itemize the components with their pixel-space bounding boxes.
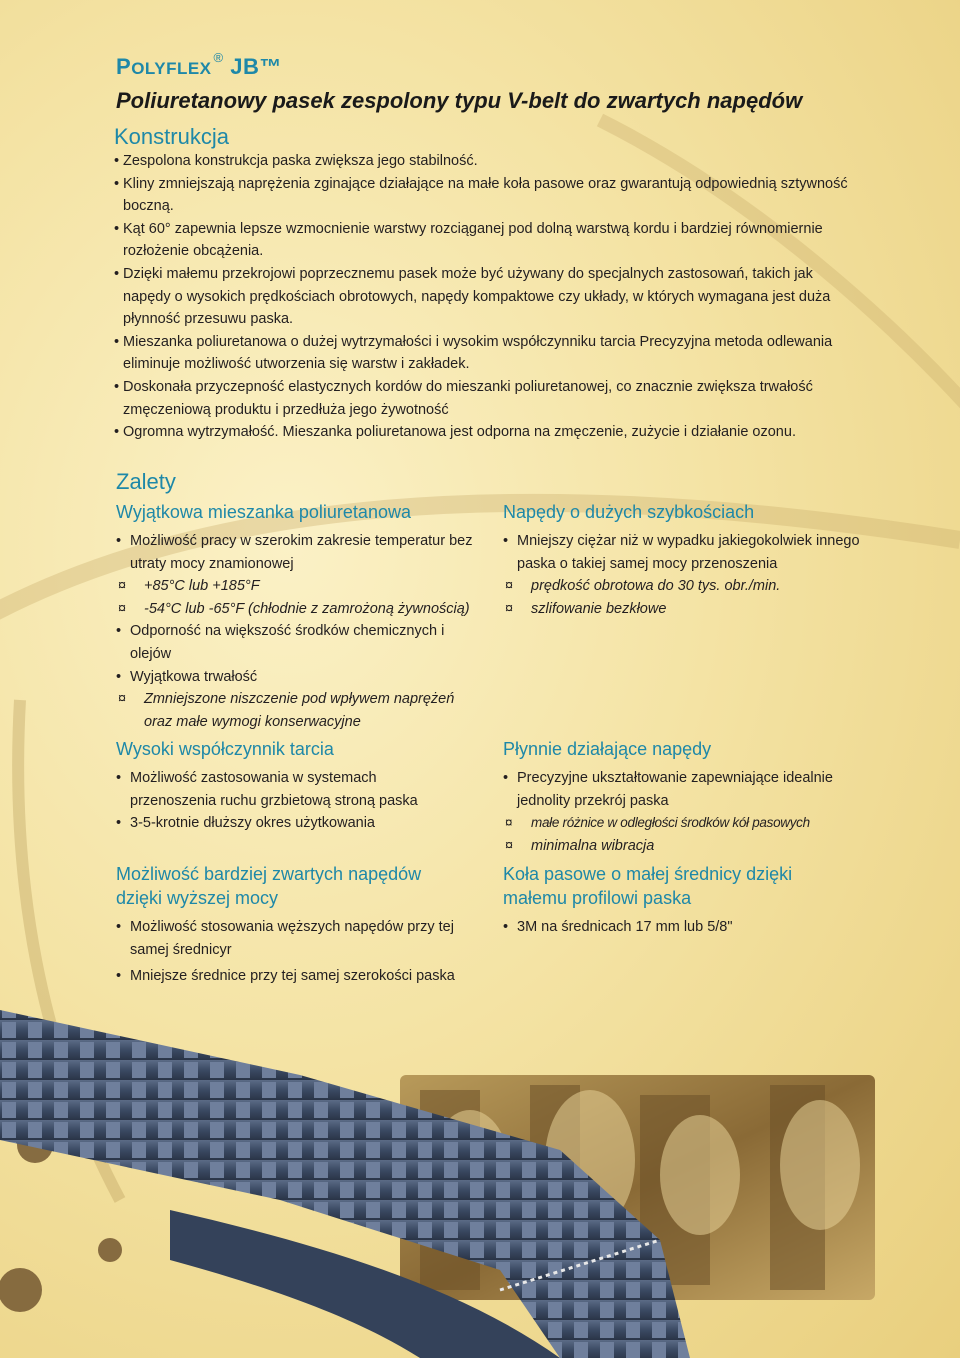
registered-mark: ® [213, 50, 224, 65]
section-heading-zalety: Zalety [116, 469, 176, 494]
feature-item: • Możliwość zastosowania w systemach przenoszenia ruchu grzbietową stroną paska [116, 767, 446, 812]
brand-logo [116, 50, 282, 80]
feature-item: • Precyzyjne ukształtowanie zapewniające idealnie jednolity przekrój paska [503, 767, 837, 812]
feature-heading: Koła pasowe o małej średnicy dzięki małemu profilowi paska [503, 864, 793, 908]
feature-list [503, 767, 873, 857]
feature-item: • Mniejsze średnice przy tej samej szerokości paska [116, 965, 496, 988]
konstrukcja-item: • Dzięki małemu przekrojowi poprzecznemu pasek może być używany do specjalnych zastosowań, takich jak napędy o wysokich prędkościach obrotowych, napędy kompaktowe czy układy, w których wymagana jest duża płynność przesuwu paska. [114, 263, 864, 331]
feature-group-smooth [503, 737, 883, 857]
feature-item: • Możliwość stosowania węższych napędów przy tej samej średnicyr [116, 916, 496, 961]
feature-list [503, 530, 873, 620]
brand-initial: P [116, 54, 132, 79]
zalety-left-column [116, 500, 496, 1000]
feature-heading: Płynnie działające napędy [503, 739, 712, 759]
section-heading-konstrukcja: Konstrukcja [114, 124, 229, 149]
feature-heading: Wyjątkowa mieszanka poliuretanowa [116, 502, 411, 522]
feature-subitem: ¤ Zmniejszone niszczenie pod wpływem naprężeń oraz małe wymogi konserwacyjne [116, 688, 484, 733]
feature-item: • Mniejszy ciężar niż w wypadku jakiegokolwiek innego paska o takiej samej mocy przenoszenia [503, 530, 873, 575]
feature-item: • 3M na średnicach 17 mm lub 5/8" [503, 916, 873, 939]
feature-subitem: ¤ +85°C lub +185°F [116, 575, 478, 598]
konstrukcja-item: • Doskonała przyczepność elastycznych kordów do mieszanki poliuretanowej, co znacznie zwiększa trwałość zmęczeniową produktu i przedłuża jego żywotność [114, 376, 864, 421]
feature-subitem: ¤ -54°C lub -65°F (chłodnie z zamrożoną żywnością) [116, 598, 478, 621]
feature-group-polyurethane [116, 500, 496, 733]
konstrukcja-item: • Kąt 60° zapewnia lepsze wzmocnienie warstwy rozciąganej pod dolną warstwą kordu i bardziej równomiernie rozłożenie obcążenia. [114, 218, 864, 263]
feature-item: • Wyjątkowa trwałość [116, 666, 478, 689]
feature-subitem: ¤ minimalna wibracja [503, 835, 873, 858]
konstrukcja-item: • Zespolona konstrukcja paska zwiększa jego stabilność. [114, 150, 864, 173]
feature-list [116, 916, 496, 988]
page-title: Poliuretanowy pasek zespolony typu V-belt do zwartych napędów [116, 88, 803, 113]
feature-list [116, 530, 478, 733]
feature-item: • Możliwość pracy w szerokim zakresie temperatur bez utraty mocy znamionowej [116, 530, 478, 575]
konstrukcja-item: • Ogromna wytrzymałość. Mieszanka poliuretanowa jest odporna na zmęczenie, zużycie i działanie ozonu. [114, 421, 864, 444]
feature-item: • 3-5-krotnie dłuższy okres użytkowania [116, 812, 446, 835]
konstrukcja-item: • Mieszanka poliuretanowa o dużej wytrzymałości i wysokim współczynniku tarcia Precyzyjna metoda odlewania eliminuje możliwość utworzenia się warstw i zakładek. [114, 331, 864, 376]
feature-subitem: ¤ szlifowanie bezkłowe [503, 598, 873, 621]
feature-subitem: ¤ małe różnice w odległości środków kół pasowych [503, 812, 873, 835]
feature-heading: Możliwość bardziej zwartych napędów dzięki wyższej mocy [116, 864, 422, 908]
feature-item: • Odporność na większość środków chemicznych i olejów [116, 620, 460, 665]
feature-list [503, 916, 873, 939]
konstrukcja-list [114, 150, 864, 444]
feature-group-small-pulleys [503, 862, 883, 939]
konstrukcja-item: • Kliny zmniejszają naprężenia zginające działające na małe koła pasowe oraz gwarantują odpowiednią sztywność boczną. [114, 173, 864, 218]
feature-list [116, 767, 446, 835]
feature-heading: Napędy o dużych szybkościach [503, 502, 755, 522]
feature-group-speed [503, 500, 883, 620]
feature-heading: Wysoki współczynnik tarcia [116, 739, 334, 759]
feature-group-friction [116, 737, 496, 835]
feature-subitem: ¤ prędkość obrotowa do 30 tys. obr./min. [503, 575, 873, 598]
brand-name: OLYFLEX [131, 59, 212, 78]
zalety-right-column [503, 500, 883, 940]
brand-model: JB™ [230, 54, 282, 79]
feature-group-compact [116, 862, 496, 988]
